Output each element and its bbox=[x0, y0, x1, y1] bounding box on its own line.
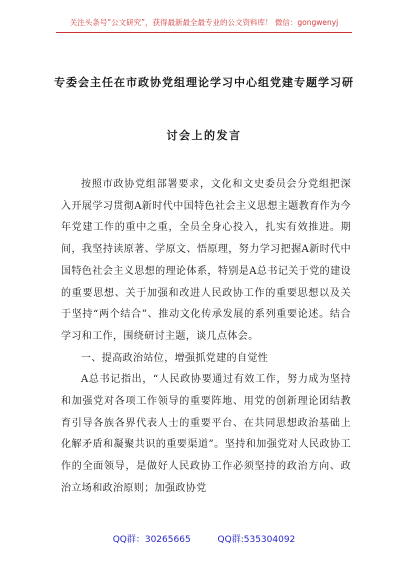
footer-qq-group-2: QQ群:535304092 bbox=[217, 535, 296, 545]
footer-qq-group-1: QQ群：30265665 bbox=[112, 535, 191, 545]
document-title-line-1: 专委会主任在市政协党组理论学习中心组党建专题学习研 bbox=[54, 76, 354, 89]
document-body bbox=[61, 174, 351, 500]
body-paragraph: 按照市政协党组部署要求，文化和文史委员会分党组把深入开展学习贯彻A新时代中国特色社会主义思想主题教育作为今年党建工作的重中之重，全员全身心投入，扎实有效推进。期间，我坚持读原著、学原文、悟原理，努力学习把握A新时代中国特色社会主义思想的理论体系，特别是A总书记关于党的建设的重要思想、关于加强和改进人民政协工作的重要思想以及关于坚持“两个结合”、推动文化传承发展的系列重要论述。结合学习和工作，围绕研讨主题，谈几点体会。 bbox=[61, 179, 351, 342]
document-title-line-2: 讨会上的发言 bbox=[166, 129, 242, 142]
body-paragraph: A总书记指出，“人民政协要通过有效工作，努力成为坚持和加强党对各项工作领导的重要阵地、用党的创新理论团结教育引导各族各界代表人士的重要平台、在共同思想政治基础上化解矛盾和凝聚共识的重要渠道”。坚持和加强党对人民政协工作的全面领导，是做好人民政协工作必须坚持的政治方向、政治立场和政治原则；加强政协党 bbox=[61, 374, 351, 494]
header-banner: 关注头条号“公文研究”，获得最新最全最专业的公文资料库！ 微信：gongwenyj bbox=[56, 17, 352, 33]
footer-contact bbox=[0, 532, 408, 545]
section-heading: 一、提高政治站位，增强抓党建的自觉性 bbox=[81, 352, 269, 364]
